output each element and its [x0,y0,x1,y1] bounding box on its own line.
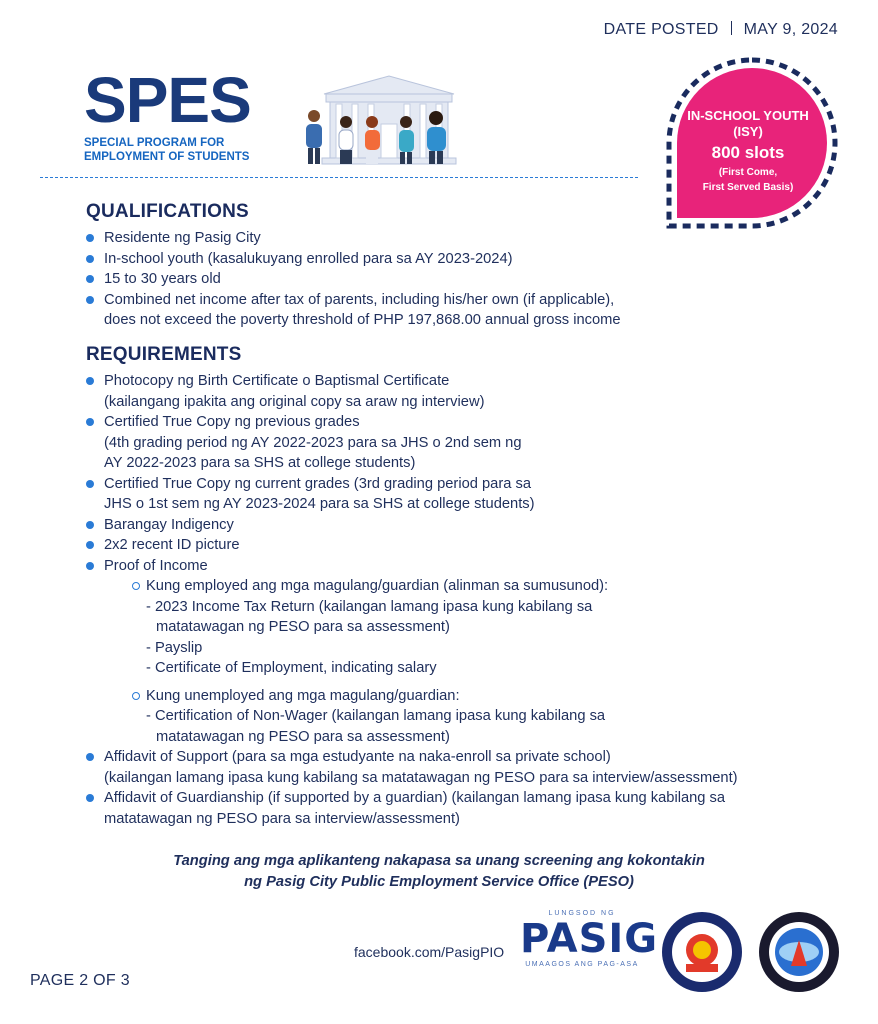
income-line1: Combined net income after tax of parents, including his/her own (if applicable), [104,291,615,308]
unemployed-item-line: - Certification of Non-Wager (kailangan lamang ipasa kung kabilang sa [146,708,606,724]
badge-text [663,108,833,194]
employed-item: - Payslip [146,639,203,656]
qualification-item: 15 to 30 years old [86,269,846,290]
requirement-line: AY 2022-2023 para sa SHS at college students) [104,455,416,471]
employed-item [130,597,866,638]
qualifications-heading: QUALIFICATIONS [86,201,249,222]
requirement-proof-of-income [86,556,866,748]
pasig-logo-bottom: UMAAGOS ANG PAG-ASA [525,961,639,968]
requirement-barangay-indigency: Barangay Indigency [86,515,866,536]
employed-item: - Certificate of Employment, indicating salary [146,660,437,676]
requirement-line: (kailangang ipakita ang original copy sa araw ng interview) [104,393,485,410]
date-posted-label: DATE POSTED [603,21,719,38]
employed-item-line: matatawagan ng PESO para sa assessment) [156,619,450,635]
unemployed-heading: Kung unemployed ang mga magulang/guardian: [130,686,866,707]
requirement-line: Affidavit of Guardianship (if supported by a guardian) (kailangan lamang ipasa kung kabilang sa [104,790,726,806]
employed-block [104,576,866,679]
pasig-logo [520,910,659,968]
pasig-logo-word: PASIG [520,916,659,962]
requirement-line: Photocopy ng Birth Certificate o Baptismal Certificate [104,373,450,389]
spes-title: SPES [84,64,251,136]
requirements-heading: REQUIREMENTS [86,344,242,365]
income-line2: does not exceed the poverty threshold of PHP 197,868.00 annual gross income [104,312,621,328]
requirement-id-picture: 2x2 recent ID picture [86,535,866,556]
badge-line2: (ISY) [733,124,763,139]
employed-item-line: - 2023 Income Tax Return (kailangan lamang ipasa kung kabilang sa [146,598,593,615]
qualification-item: In-school youth (kasalukuyang enrolled para sa AY 2023-2024) [86,249,846,270]
requirement-line: JHS o 1st sem ng AY 2023-2024 para sa SHS at college students) [104,496,535,512]
screening-note [0,851,878,893]
requirement-line: Proof of Income [104,557,208,574]
unemployed-item-line: matatawagan ng PESO para sa assessment) [156,728,450,745]
spes-subtitle [84,136,284,164]
peso-seal-icon [660,910,744,994]
pasig-logo-top: LUNGSOD NG [548,910,616,917]
requirement-previous-grades [86,412,866,474]
date-separator [731,21,732,35]
unemployed-block [104,686,866,748]
requirement-line: matatawagan ng PESO para sa interview/assessment) [104,810,460,827]
requirement-current-grades [86,474,866,515]
date-posted [604,21,838,39]
screening-note-line1: Tanging ang mga aplikanteng nakapasa sa unang screening ang kokontakin [173,853,705,869]
requirement-line: Certified True Copy ng previous grades [104,414,360,430]
badge-note1: (First Come, [718,167,778,178]
qualifications-list [86,228,846,331]
requirement-birth-certificate [86,371,866,412]
requirements-list [86,371,866,829]
requirement-line: Affidavit of Support (para sa mga estudyante na naka-enroll sa private school) [104,749,611,765]
page-number: PAGE 2 OF 3 [30,972,130,989]
requirement-line: (4th grading period ng AY 2022-2023 para sa JHS o 2nd sem ng [104,434,522,451]
requirement-affidavit-of-guardianship [86,788,866,829]
spes-subtitle-line2: EMPLOYMENT OF STUDENTS [84,151,250,163]
requirement-affidavit-of-support [86,747,866,788]
requirement-line: (kailangan lamang ipasa kung kabilang sa matatawagan ng PESO para sa interview/assessment) [104,769,738,786]
badge-line1: IN-SCHOOL YOUTH [687,108,809,123]
badge-slots: 800 slots [711,143,785,162]
date-posted-value: MAY 9, 2024 [743,21,838,38]
spes-subtitle-line1: SPECIAL PROGRAM FOR [84,137,225,149]
qualification-item: Residente ng Pasig City [86,228,846,249]
header-divider [40,177,638,178]
students-school-illustration [296,72,482,168]
badge-note2: First Served Basis) [702,182,794,193]
facebook-link[interactable]: facebook.com/PasigPIO [354,944,505,960]
employed-heading: Kung employed ang mga magulang/guardian (alinman sa sumusunod): [130,576,866,597]
qualification-item-income [86,290,846,331]
requirement-line: Certified True Copy ng current grades (3rd grading period para sa [104,475,531,492]
spes-logo [84,64,284,164]
unemployed-item [130,706,866,747]
screening-note-line2: ng Pasig City Public Employment Service Office (PESO) [244,874,634,890]
spes-seal-icon [757,910,841,994]
